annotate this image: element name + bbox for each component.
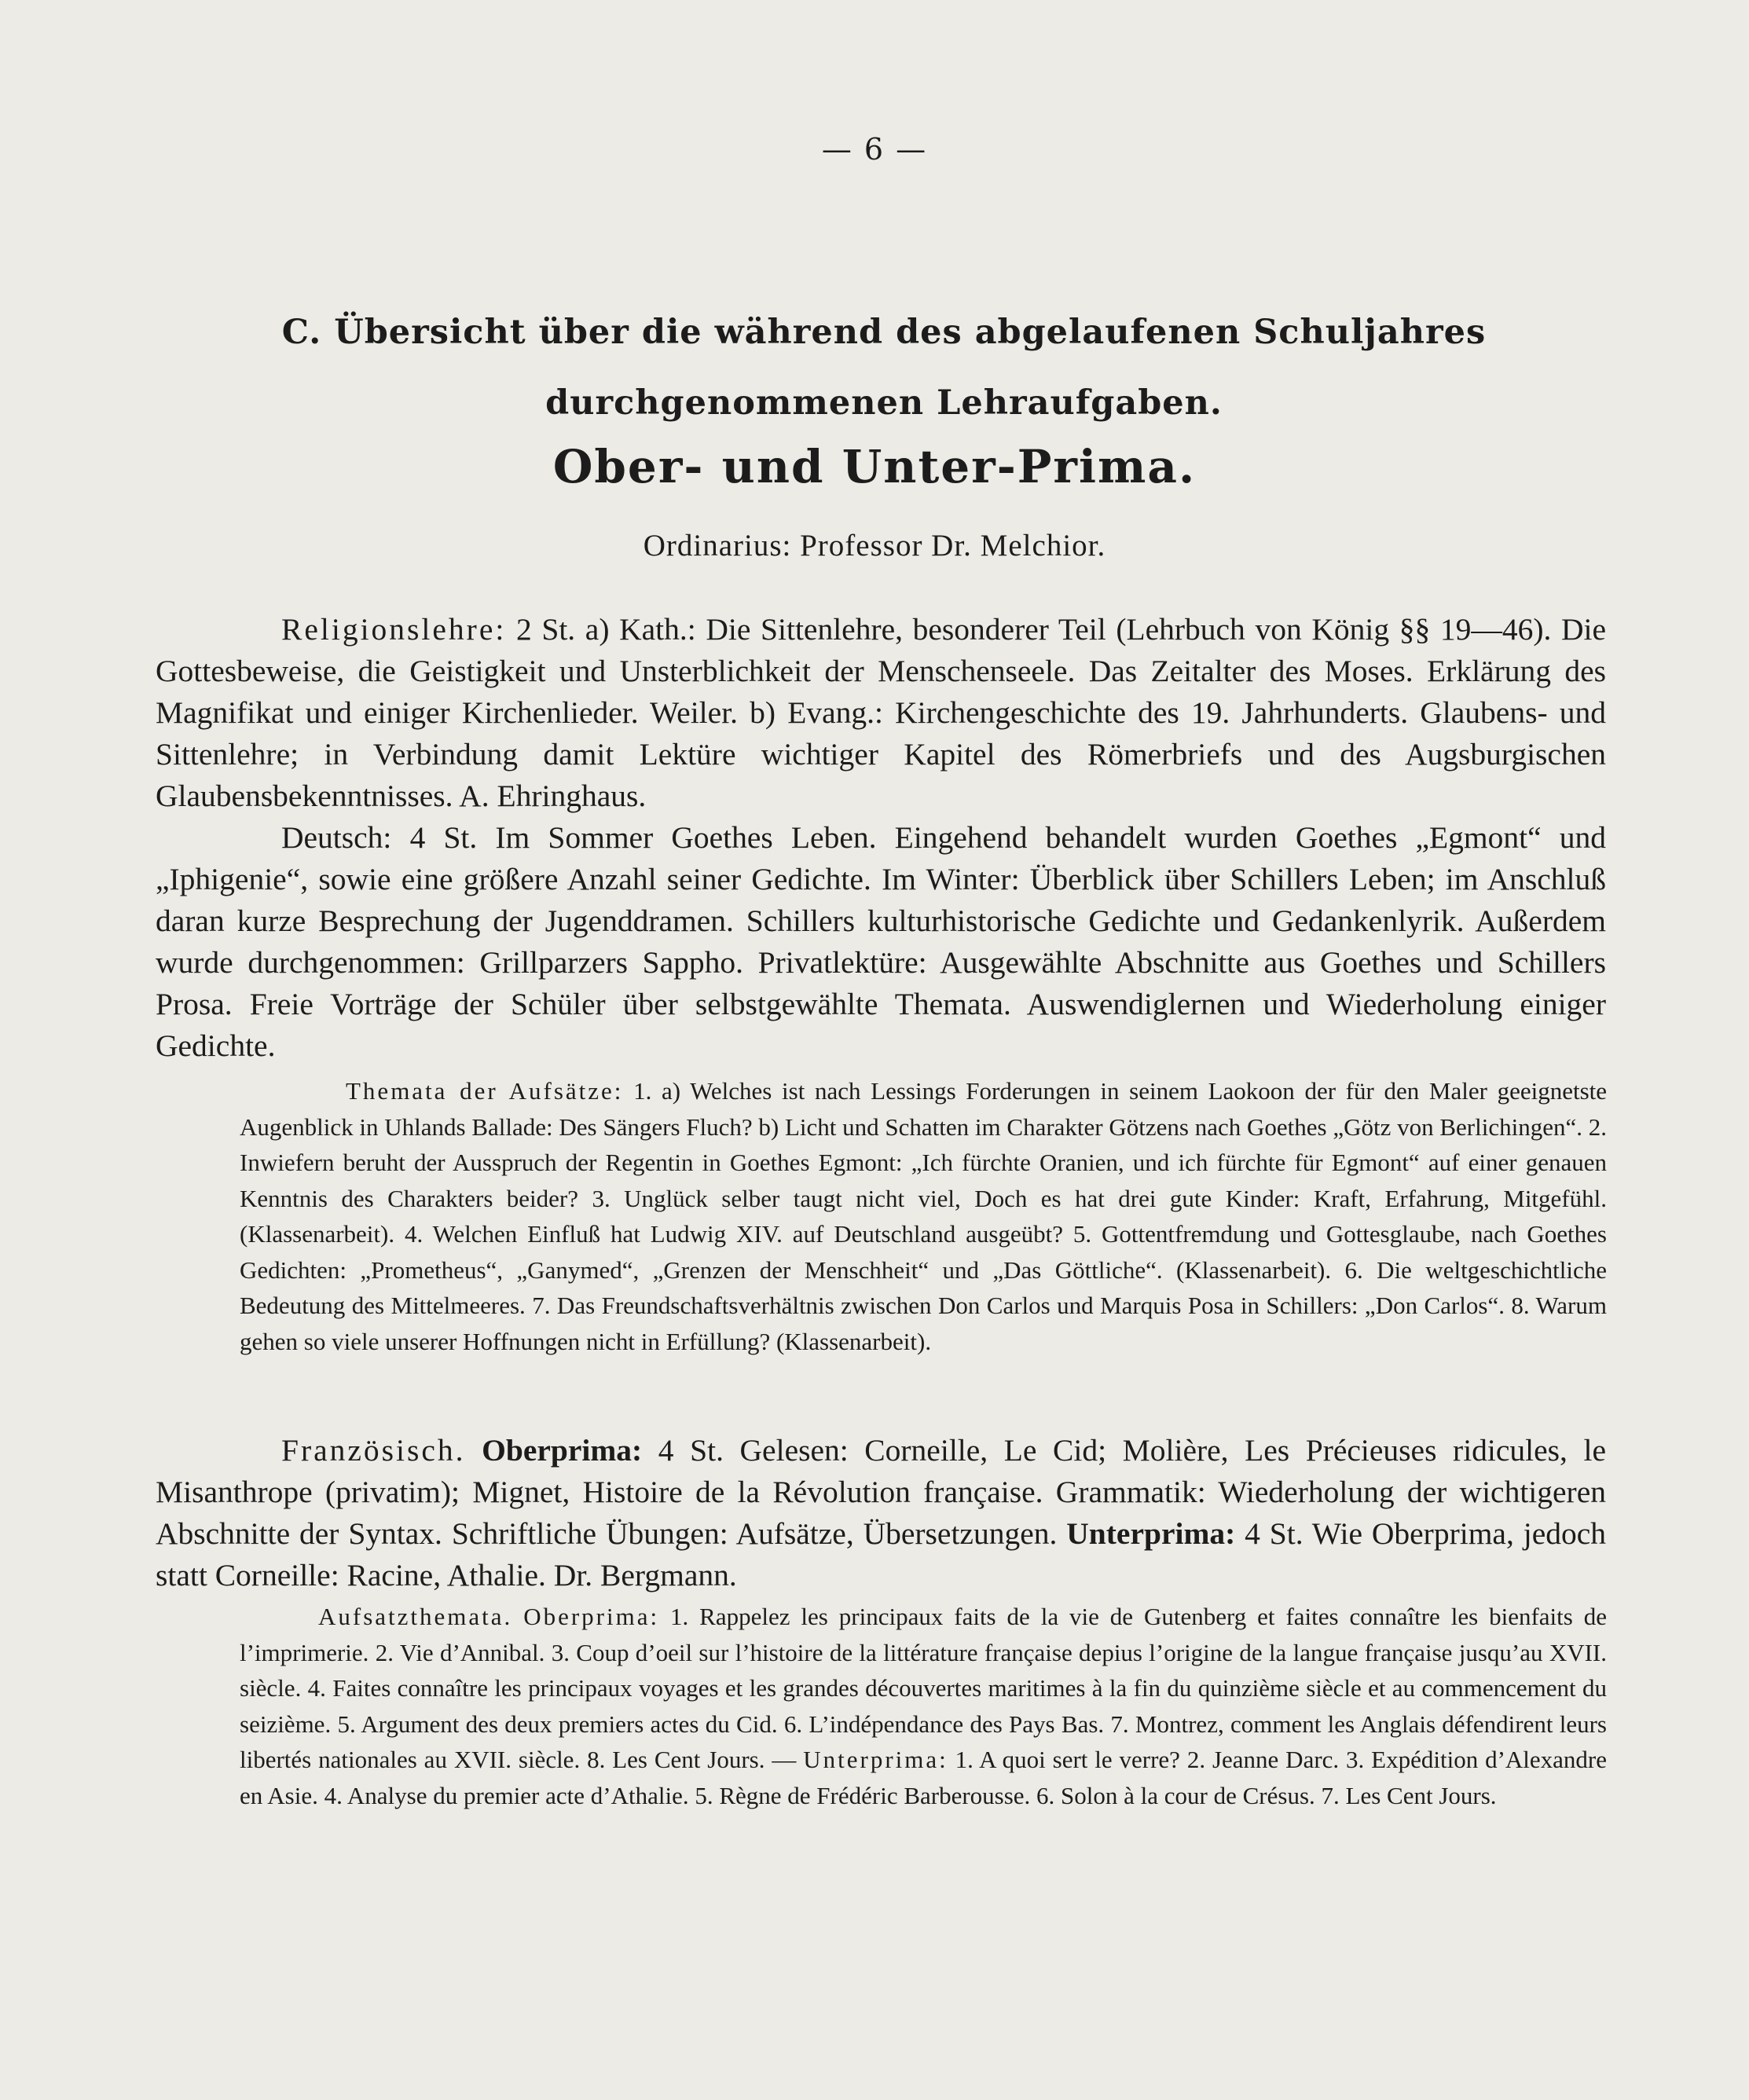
page-number: — 6 — xyxy=(821,132,928,167)
franz-themata-label: Aufsatzthemata. xyxy=(318,1603,513,1630)
deutsch-themata-text: 1. a) Welches ist nach Lessings Forderungen in seinem Laokoon der für den Maler geeignetste Augenblick in Uhlands Ballade: Des Sängers Fluch? b) Licht und Schatten im Charakter Götzens nach Goethes „Götz von Berlichingen“. 2. Inwiefern beruht der Ausspruch der Regentin in Goethes Egmont: „Ich fürchte Oranien, und ich fürchte für Egmont“ auf einer genauen Kenntnis des Charakters beider? 3. Unglück selber taugt nicht viel, Doch es hat drei gute Kinder: Kraft, Erfahrung, Mitgefühl. (Klassenarbeit). 4. Welchen Einfluß hat Ludwig XIV. auf Deutschland ausgeübt? 5. Gottentfremdung und Gottesglaube, nach Goethes Gedichten: „Prometheus“, „Ganymed“, „Grenzen der Menschheit“ und „Das Göttliche“. (Klassenarbeit). 6. Die weltgeschichtliche Bedeutung des Mittelmeeres. 7. Das Freundschaftsverhältnis zwischen Don Carlos und Marquis Posa in Schillers: „Don Carlos“. 8. Warum gehen so viele unserer Hoffnungen nicht in Erfüllung? (Klassenarbeit). xyxy=(240,1077,1608,1355)
deutsch-label: Deutsch: xyxy=(281,820,392,855)
deutsch-themata-paragraph xyxy=(240,1073,1607,1359)
franz-ober-text: 1. Rappelez les principaux faits de la vie de Gutenberg et faites connaître les bienfaits de l’imprimerie. 2. Vie d’Annibal. 3. Coup d’oeil sur l’histoire de la littérature française depius l’origine de la langue française jusqu’au XVII. siècle. 4. Faites connaître les principaux voyages et les grandes découvertes maritimes à la fin du quinzième siècle et au commencement du seizième. 5. Argument des deux premiers actes du Cid. 6. L’indépendance des Pays Bas. 7. Montrez, comment les Anglais défendirent leurs libertés nationales au XVII. siècle. 8. Les Cent Jours. — xyxy=(240,1603,1607,1773)
unterprima-label: Unterprima: xyxy=(1066,1516,1236,1551)
franz-ober-label: Oberprima: xyxy=(523,1603,660,1630)
franzoesisch-label: Französisch. xyxy=(281,1433,466,1468)
unterprima-text: 4 St. Wie Oberprima, jedoch statt Corneille: Racine, Athalie. Dr. Bergmann. xyxy=(156,1516,1607,1592)
oberprima-text: 4 St. Gelesen: Corneille, Le Cid; Molière, Les Précieuses ridicules, le Misanthrope (privatim); Mignet, Histoire de la Révolution française. Grammatik: Wiederholung der wichtigeren Abschnitte der Syntax. Schriftliche Übungen: Aufsätze, Übersetzungen. xyxy=(156,1433,1607,1551)
religion-label: Religionslehre: xyxy=(281,612,507,647)
franz-unter-text: 1. A quoi sert le verre? 2. Jeanne Darc. 3. Expédition d’Alexandre en Asie. 4. Analyse du premier acte d’Athalie. 5. Règne de Frédéric Barberousse. 6. Solon à la cour de Crésus. 7. Les Cent Jours. xyxy=(240,1746,1608,1809)
franz-themata-paragraph xyxy=(240,1599,1607,1813)
class-title: Ober- und Unter-Prima. xyxy=(552,440,1197,493)
religion-text: 2 St. a) Kath.: Die Sittenlehre, besonderer Teil (Lehrbuch von König §§ 19—46). Die Gottesbeweise, die Geistigkeit und Unsterblichkeit der Menschenseele. Das Zeitalter des Moses. Erklärung des Magnifikat und einiger Kirchenlieder. Weiler. b) Evang.: Kirchengeschichte des 19. Jahrhunderts. Glaubens- und Sittenlehre; in Verbindung damit Lektüre wichtiger Kapitel des Römerbriefs und des Augsburgischen Glaubensbekenntnisses. A. Ehringhaus. xyxy=(156,612,1607,813)
section-title: C. Übersicht über die während des abgelaufenen Schuljahres durchgenommenen Lehraufgaben. xyxy=(281,313,1487,423)
franz-unter-label: Unterprima: xyxy=(803,1746,948,1773)
religion-paragraph xyxy=(156,609,1606,817)
franzoesisch-paragraph xyxy=(156,1430,1606,1596)
ordinarius-line: Ordinarius: Professor Dr. Melchior. xyxy=(643,529,1106,563)
deutsch-themata-label: Themata der Aufsätze: xyxy=(346,1077,624,1105)
deutsch-text: 4 St. Im Sommer Goethes Leben. Eingehend behandelt wurden Goethes „Egmont“ und „Iphigenie“, sowie eine größere Anzahl seiner Gedichte. Im Winter: Überblick über Schillers Leben; im Anschluß daran kurze Besprechung der Jugenddramen. Schillers kulturhistorische Gedichte und Gedankenlyrik. Außerdem wurde durchgenommen: Grillparzers Sappho. Privatlektüre: Ausgewählte Abschnitte aus Goethes und Schillers Prosa. Freie Vorträge der Schüler über selbstgewählte Themata. Auswendiglernen und Wiederholung einiger Gedichte. xyxy=(156,820,1607,1063)
oberprima-label: Oberprima: xyxy=(482,1433,643,1468)
deutsch-paragraph xyxy=(156,817,1606,1067)
